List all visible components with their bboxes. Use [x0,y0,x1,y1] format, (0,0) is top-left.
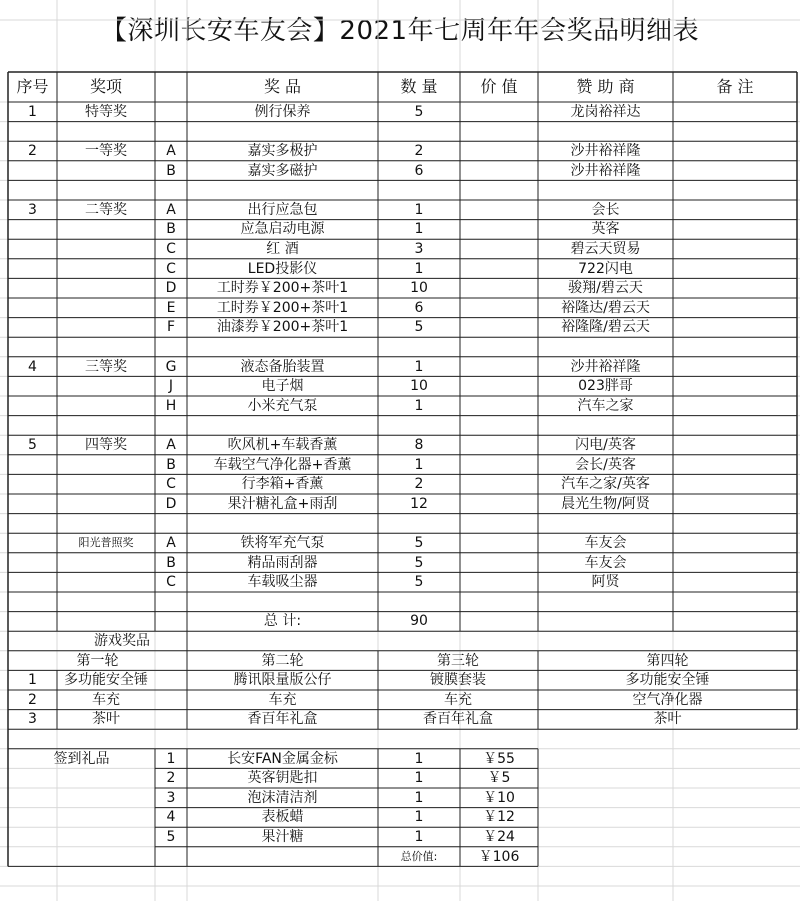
checkin-no: 2 [166,770,176,787]
row-code: F [166,319,176,336]
row-sponsor: 晨光生物/阿贤 [561,495,650,512]
row-code [155,180,187,200]
row-qty: 2 [414,476,424,493]
row-qty: 12 [410,495,428,512]
row-seq [8,553,57,573]
row-seq [8,455,57,475]
row-sponsor [538,337,673,357]
row-prize: 车载吸尘器 [247,574,318,591]
checkin-no: 1 [166,750,176,767]
row-award [57,239,155,259]
checkin-value: ￥12 [483,809,515,826]
game-round4-prize: 茶叶 [653,711,682,728]
header-seq: 序号 [16,77,49,96]
row-value [460,220,538,240]
row-value [460,416,538,436]
row-sponsor [538,180,673,200]
row-value [460,396,538,416]
header-value: 价 值 [480,77,518,96]
row-award: 三等奖 [85,358,127,375]
row-code: C [166,240,176,257]
row-value [460,102,538,122]
checkin-qty: 1 [414,789,424,806]
row-seq [8,180,57,200]
row-prize: 精品雨刮器 [247,554,318,571]
header-qty: 数 量 [400,77,438,96]
row-code: D [165,280,177,297]
row-qty: 6 [414,299,424,316]
game-round1-prize: 多功能安全锤 [64,672,148,689]
row-seq: 5 [28,436,37,453]
row-sponsor: 会长/英客 [575,456,636,473]
row-award [57,180,155,200]
row-value [460,122,538,142]
row-seq [8,396,57,416]
row-code: B [166,221,176,238]
row-prize: 红 酒 [266,240,299,257]
game-round-4: 第四轮 [646,652,689,669]
header-award: 奖项 [89,77,122,96]
row-qty: 2 [414,142,424,159]
row-seq [8,612,57,632]
row-code: C [166,476,176,493]
row-code: A [166,436,176,453]
row-value [460,533,538,553]
row-code: J [168,378,174,395]
row-prize: 嘉实多极护 [247,142,318,159]
row-qty: 90 [410,613,428,630]
row-code: A [166,201,176,218]
row-code: A [166,534,176,551]
row-sponsor: 阿贤 [591,574,620,591]
row-value [460,455,538,475]
row-award [57,592,155,612]
row-sponsor: 会长 [591,201,620,218]
row-prize: 嘉实多磁护 [247,162,318,179]
checkin-prize: 泡沫清洁剂 [247,789,318,806]
row-award [57,474,155,494]
row-seq [8,337,57,357]
row-qty: 8 [414,436,424,453]
row-award [57,376,155,396]
row-code [155,592,187,612]
row-seq [8,494,57,514]
row-sponsor [538,416,673,436]
row-value [460,376,538,396]
row-value [460,337,538,357]
row-code: B [166,162,176,179]
row-award [57,259,155,279]
row-value [460,161,538,181]
game-row-seq: 3 [28,711,37,728]
checkin-no: 4 [166,809,176,826]
game-title: 游戏奖品 [94,632,150,649]
header-remark: 备 注 [716,77,754,96]
row-award: 二等奖 [85,201,127,218]
row-award: 阳光普照奖 [78,536,134,550]
checkin-qty: 1 [414,770,424,787]
row-prize: 工时券￥200+茶叶1 [216,280,349,297]
row-qty: 6 [414,162,424,179]
row-award [57,298,155,318]
row-code: D [165,495,177,512]
row-award: 一等奖 [85,142,127,159]
row-award [57,278,155,298]
row-qty: 5 [414,554,424,571]
row-prize [187,180,378,200]
row-qty: 1 [414,456,424,473]
row-value [460,278,538,298]
header-sponsor: 赞 助 商 [576,77,635,96]
row-seq [8,161,57,181]
row-seq [8,416,57,436]
row-award [57,514,155,534]
game-round-3: 第三轮 [437,652,479,669]
row-qty: 5 [414,103,424,120]
row-code: B [166,554,176,571]
row-prize: 车载空气净化器+香薰 [213,456,352,473]
row-code: H [165,397,177,414]
row-value [460,474,538,494]
row-award [57,337,155,357]
row-code [155,416,187,436]
game-round-1: 第一轮 [76,652,119,669]
checkin-qty: 1 [414,809,424,826]
row-sponsor: 英客 [591,221,620,238]
row-value [460,612,538,632]
row-sponsor: 裕隆隆/碧云天 [561,319,650,336]
checkin-value: ￥24 [483,828,515,845]
row-qty: 10 [410,280,428,297]
checkin-qty: 1 [414,828,424,845]
row-code: E [166,299,176,316]
row-code: C [166,574,176,591]
checkin-no: 5 [166,828,176,845]
game-row-seq: 2 [28,691,37,708]
row-seq [8,122,57,142]
row-prize: 应急启动电源 [240,221,325,238]
row-qty [378,592,460,612]
checkin-prize: 长安FAN金属金标 [227,750,338,767]
row-prize: LED投影仪 [247,260,318,277]
row-qty: 1 [414,221,424,238]
row-award [57,122,155,142]
row-qty [378,416,460,436]
game-round4-prize: 空气净化器 [632,691,703,708]
row-prize [187,416,378,436]
game-round3-prize: 香百年礼盒 [423,711,493,728]
game-round1-prize: 车充 [92,691,120,708]
row-code [155,612,187,632]
row-prize: 铁将军充气泵 [240,534,325,551]
checkin-no: 3 [166,789,176,806]
row-value [460,514,538,534]
row-seq [8,533,57,553]
row-qty: 3 [414,240,424,257]
row-sponsor: 沙井裕祥隆 [570,358,641,375]
row-award [57,161,155,181]
row-sponsor: 车友会 [584,554,627,571]
row-seq: 2 [28,142,37,159]
row-qty: 5 [414,574,424,591]
row-prize: 液态备胎装置 [240,358,325,375]
row-code [155,337,187,357]
row-prize: 电子烟 [261,378,304,395]
row-sponsor: 722闪电 [578,260,633,277]
row-prize [187,122,378,142]
checkin-value: ￥55 [483,750,515,767]
row-prize [187,592,378,612]
row-seq [8,592,57,612]
row-award [57,318,155,338]
row-value [460,494,538,514]
row-sponsor: 023胖哥 [578,378,633,395]
row-value [460,239,538,259]
checkin-value: ￥10 [483,789,515,806]
checkin-value: ￥5 [487,770,511,787]
row-qty [378,122,460,142]
row-qty: 5 [414,319,424,336]
row-prize: 小米充气泵 [247,397,318,414]
row-code: C [166,260,176,277]
row-award [57,396,155,416]
row-code [155,514,187,534]
checkin-prize: 英客钥匙扣 [247,770,318,787]
row-prize: 果汁糖礼盒+雨刮 [227,495,338,512]
row-award: 特等奖 [85,103,127,120]
row-value [460,553,538,573]
row-code: B [166,456,176,473]
row-qty [378,180,460,200]
row-value [460,259,538,279]
row-award [57,612,155,632]
game-round3-prize: 镀膜套装 [430,672,486,689]
row-value [460,200,538,220]
row-code: A [166,142,176,159]
row-value [460,180,538,200]
game-round1-prize: 茶叶 [92,711,120,728]
row-seq [8,514,57,534]
row-seq [8,220,57,240]
row-sponsor: 骏翔/碧云天 [568,280,643,297]
row-seq: 4 [28,358,37,375]
row-sponsor [538,514,673,534]
row-seq [8,239,57,259]
row-seq: 1 [28,103,37,120]
row-seq [8,278,57,298]
row-sponsor: 碧云天贸易 [570,240,641,257]
row-value [460,357,538,377]
row-prize: 例行保养 [254,103,311,120]
row-seq: 3 [28,201,37,218]
row-award [57,220,155,240]
row-prize: 吹风机+车载香薰 [227,436,338,453]
row-code: G [165,358,177,375]
checkin-prize: 表板蜡 [261,809,304,826]
row-seq [8,376,57,396]
row-value [460,572,538,592]
row-qty [378,337,460,357]
page-title: 【深圳长安车友会】2021年七周年年会奖品明细表 [100,15,700,46]
row-award: 四等奖 [85,436,127,453]
row-award [57,494,155,514]
row-prize: 总 计: [263,613,302,630]
row-seq [8,298,57,318]
row-value [460,435,538,455]
row-prize [187,514,378,534]
row-prize [187,337,378,357]
row-prize: 出行应急包 [247,201,318,218]
row-qty: 1 [414,201,424,218]
row-seq [8,318,57,338]
row-seq [8,572,57,592]
game-round-2: 第二轮 [261,652,304,669]
row-sponsor: 汽车之家 [577,397,634,414]
row-award [57,416,155,436]
row-sponsor: 沙井裕祥隆 [570,142,641,159]
checkin-prize: 果汁糖 [261,828,304,845]
row-value [460,298,538,318]
row-qty: 5 [414,534,424,551]
checkin-qty: 1 [414,750,424,767]
game-round2-prize: 香百年礼盒 [247,711,318,728]
row-sponsor: 闪电/英客 [575,436,636,453]
game-row-seq: 1 [28,672,37,689]
checkin-total-label: 总价值: [400,850,438,864]
row-award [57,455,155,475]
row-sponsor [538,122,673,142]
row-value [460,592,538,612]
row-award [57,553,155,573]
row-award [57,572,155,592]
checkin-title: 签到礼品 [53,750,110,767]
row-code [155,122,187,142]
game-round4-prize: 多功能安全锤 [625,672,710,689]
game-round3-prize: 车充 [444,691,472,708]
row-sponsor [538,592,673,612]
header-prize: 奖 品 [263,77,302,96]
row-sponsor [538,612,673,632]
game-round2-prize: 车充 [268,691,297,708]
row-value [460,141,538,161]
row-qty: 1 [414,358,424,375]
row-seq [8,474,57,494]
row-qty: 1 [414,260,424,277]
row-prize: 油漆券￥200+茶叶1 [216,319,349,336]
row-prize: 工时券￥200+茶叶1 [216,299,349,316]
row-seq [8,259,57,279]
row-qty [378,514,460,534]
checkin-total-value: ￥106 [478,848,520,865]
row-sponsor: 汽车之家/英客 [561,476,650,493]
row-code [155,102,187,122]
row-qty: 1 [414,397,424,414]
row-sponsor: 龙岗裕祥达 [570,103,641,120]
row-prize: 行李箱+香薰 [241,476,324,493]
row-sponsor: 沙井裕祥隆 [570,162,641,179]
row-value [460,318,538,338]
row-sponsor: 车友会 [584,534,627,551]
game-round2-prize: 腾讯限量版公仔 [233,672,332,689]
row-qty: 10 [410,378,428,395]
row-sponsor: 裕隆达/碧云天 [561,299,650,316]
